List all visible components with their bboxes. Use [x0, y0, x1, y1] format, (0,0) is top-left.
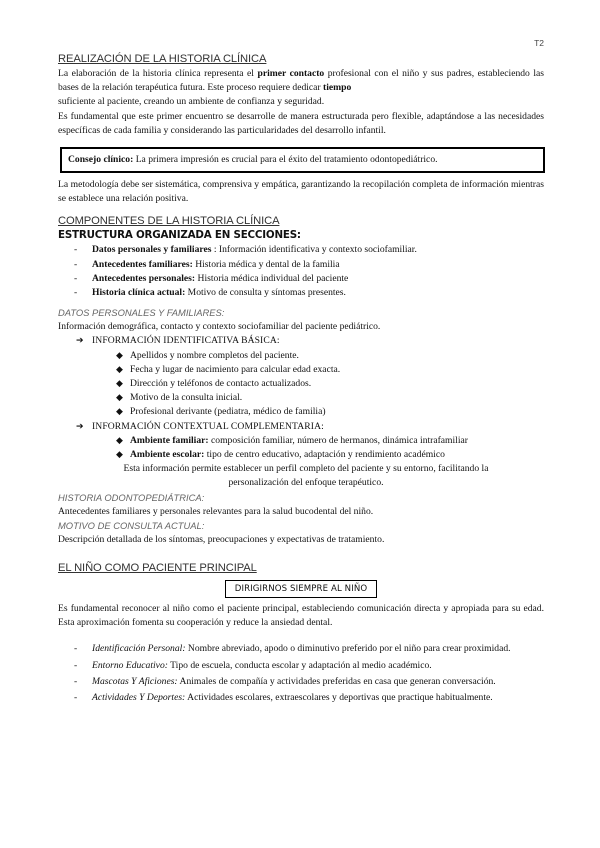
clinical-tip-text: La primera impresión es crucial para el éxito del tratamiento odontopediátrico.: [133, 154, 438, 166]
list-item-text: Motivo de la consulta inicial.: [130, 392, 243, 404]
list-item-label: Antecedentes familiares:: [92, 258, 193, 270]
section-title-componentes: COMPONENTES DE LA HISTORIA CLÍNICA: [58, 215, 280, 228]
arrow-right-icon: ➔: [76, 421, 84, 432]
basic-info-list: [58, 349, 544, 420]
diamond-bullet-icon: ◆: [116, 379, 123, 390]
components-list: [58, 243, 544, 300]
list-item-text: Actividades escolares, extraescolares y deportivas que practique habitualmente.: [185, 692, 493, 704]
summary-line-2: personalización del enfoque terapéutico.: [228, 477, 384, 489]
section-title-nino: EL NIÑO COMO PACIENTE PRINCIPAL: [58, 562, 257, 575]
list-item-text: Profesional derivante (pediatra, médico de familia): [130, 406, 326, 418]
context-info-list: [58, 434, 544, 462]
list-item-text: Fecha y lugar de nacimiento para calcular edad exacta.: [130, 363, 341, 375]
intro-text-c: profesional con el niño y sus padres, estableciendo las bases de la relación terapéutica futura. Este proceso requiere dedicar: [58, 68, 545, 94]
subheading-datos: DATOS PERSONALES Y FAMILIARES:: [58, 307, 225, 319]
list-item-text: composición familiar, número de hermanos, dinámica intrafamiliar: [208, 434, 468, 446]
subheading-historia: HISTORIA ODONTOPEDIÁTRICA:: [58, 491, 205, 503]
list-item: [58, 659, 544, 673]
list-item: [58, 349, 544, 363]
motivo-description: Descripción detallada de los síntomas, preocupaciones y expectativas de tratamiento.: [58, 533, 385, 545]
list-item-label: Entorno Educativo:: [92, 659, 168, 671]
arrow-right-icon: ➔: [76, 336, 84, 347]
summary-line-1: Esta información permite establecer un perfil completo del paciente y su entorno, facilitando la: [123, 463, 489, 475]
section-title-historia: REALIZACIÓN DE LA HISTORIA CLÍNICA: [58, 53, 267, 65]
structure-heading: ESTRUCTURA ORGANIZADA EN SECCIONES:: [58, 229, 301, 242]
boxed-heading-wrap: [58, 580, 544, 598]
list-item-text: Dirección y teléfonos de contacto actualizados.: [130, 378, 312, 390]
list-item: [58, 405, 544, 419]
diamond-bullet-icon: ◆: [116, 350, 123, 361]
nino-list: [58, 642, 544, 705]
boxed-heading: DIRIGIRNOS SIEMPRE AL NIÑO: [225, 580, 378, 598]
list-item: [58, 258, 544, 272]
list-item: [58, 377, 544, 391]
list-item-text: Historia médica individual del paciente: [195, 272, 349, 284]
arrow-item-basic: [58, 334, 544, 348]
document-page: [58, 0, 544, 707]
intro-text-a: La elaboración de la historia clínica representa el: [58, 68, 258, 79]
list-item: [58, 272, 544, 286]
subheading-motivo: MOTIVO DE CONSULTA ACTUAL:: [58, 519, 205, 531]
arrow-item-label: INFORMACIÓN CONTEXTUAL COMPLEMENTARIA:: [92, 420, 324, 432]
clinical-tip-label: Consejo clínico:: [68, 154, 134, 166]
structure-paragraph: Es fundamental que este primer encuentro se desarrolle de manera estructurada pero flexible, adaptándose a las necesidades específicas de cada familia y considerando las particularidades del desarrollo infantil.: [58, 110, 544, 136]
list-item-label: Actividades Y Deportes:: [92, 692, 186, 704]
historia-description: Antecedentes familiares y personales relevantes para la salud bucodental del niño.: [58, 505, 374, 517]
methodology-paragraph: La metodología debe ser sistemática, comprensiva y empática, garantizando la recopilación completa de información mientras se establece una relación positiva.: [58, 179, 544, 205]
page-number: T2: [534, 38, 544, 48]
list-item: [58, 391, 544, 405]
list-item-text: Motivo de consulta y síntomas presentes.: [185, 287, 346, 299]
datos-description: Información demográfica, contacto y contexto sociofamiliar del paciente pediátrico.: [58, 321, 381, 333]
diamond-bullet-icon: ◆: [116, 364, 123, 375]
arrow-item-label: INFORMACIÓN IDENTIFICATIVA BÁSICA:: [92, 335, 280, 347]
diamond-bullet-icon: ◆: [116, 393, 123, 404]
list-item: [58, 363, 544, 377]
list-item-label: Datos personales y familiares: [92, 244, 212, 256]
list-item: [58, 434, 544, 448]
diamond-bullet-icon: ◆: [116, 407, 123, 418]
clinical-tip-callout: [60, 147, 545, 173]
list-item: [58, 448, 544, 462]
list-item-label: Identificación Personal:: [92, 643, 186, 655]
list-item-label: Ambiente escolar:: [130, 449, 205, 461]
list-item-text: Animales de compañía y actividades preferidas en casa que generan conversación.: [177, 675, 496, 687]
intro-bold-tiempo: tiempo: [323, 82, 352, 94]
diamond-bullet-icon: ◆: [116, 450, 123, 461]
list-item: [58, 675, 544, 689]
list-item: [58, 286, 544, 300]
list-item-text: Historia médica y dental de la familia: [192, 258, 340, 270]
list-item: [58, 243, 544, 257]
diamond-bullet-icon: ◆: [116, 435, 123, 446]
arrow-item-context: [58, 420, 544, 434]
list-item-text: : Información identificativa y contexto sociofamiliar.: [211, 244, 417, 256]
list-item-label: Antecedentes personales:: [92, 272, 196, 284]
intro-paragraph-cont: suficiente al paciente, creando un ambiente de confianza y seguridad.: [58, 96, 325, 108]
list-item-label: Ambiente familiar:: [130, 434, 209, 446]
list-item-text: tipo de centro educativo, adaptación y rendimiento académico: [204, 449, 445, 461]
list-item-text: Tipo de escuela, conducta escolar y adaptación al medio académico.: [167, 659, 432, 671]
intro-paragraph: [58, 67, 544, 95]
list-item: [58, 691, 544, 705]
intro-bold-primer: primer contacto: [257, 68, 325, 79]
nino-paragraph: Es fundamental reconocer al niño como el paciente principal, estableciendo comunicación directa y apropiada para su edad. Esta aproximación fomenta su cooperación y reduce la ansiedad dental.: [58, 603, 544, 629]
list-item-text: Nombre abreviado, apodo o diminutivo preferido por el niño para crear proximidad.: [185, 643, 511, 655]
list-item-text: Apellidos y nombre completos del paciente.: [130, 349, 299, 361]
list-item-label: Mascotas Y Aficiones:: [92, 675, 178, 687]
list-item-label: Historia clínica actual:: [92, 287, 186, 299]
list-item: [58, 642, 544, 656]
